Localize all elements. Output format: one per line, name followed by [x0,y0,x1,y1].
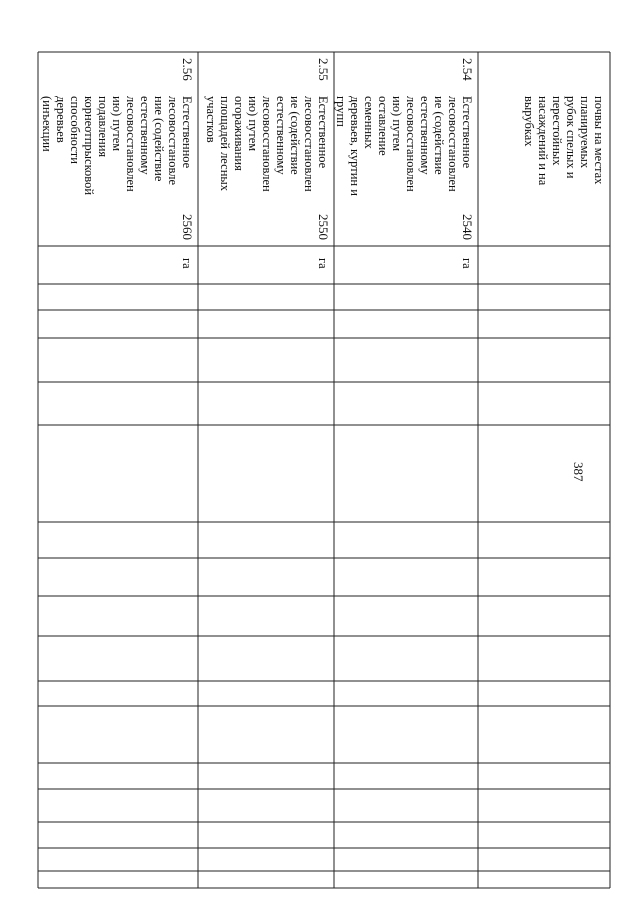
page-number: 387 [571,462,586,482]
activity-cell: Естественное лесовосстановлен ие (содействие естественному лесовосстановлен ию) путем оставление семенных деревьев, куртин и групп [334,96,474,196]
code-cell: 2540 [460,214,475,240]
unit-cell: га [316,258,330,269]
row-number-cell: 2.55 [316,58,331,81]
unit-cell: га [180,258,194,269]
activity-cell: Естественное лесовосстановлен ие (содействие естественному лесовосстановлен ию) путем огораживания площадей лесных участков [204,96,330,192]
activity-cell: Естественное лесовосстановле ние (содействие естественному лесовосстановлен ию) путем подавления корнеотпрысковой способности деревьев (инъекции [40,96,194,196]
code-cell: 2560 [180,214,195,240]
unit-cell: га [460,258,474,269]
activity-cell: почвы на местах планируемых рубок спелых и перестойных насаждений и на вырубках [522,96,606,186]
row-number-cell: 2.56 [180,58,195,81]
code-cell: 2550 [316,214,331,240]
row-number-cell: 2.54 [460,58,475,81]
